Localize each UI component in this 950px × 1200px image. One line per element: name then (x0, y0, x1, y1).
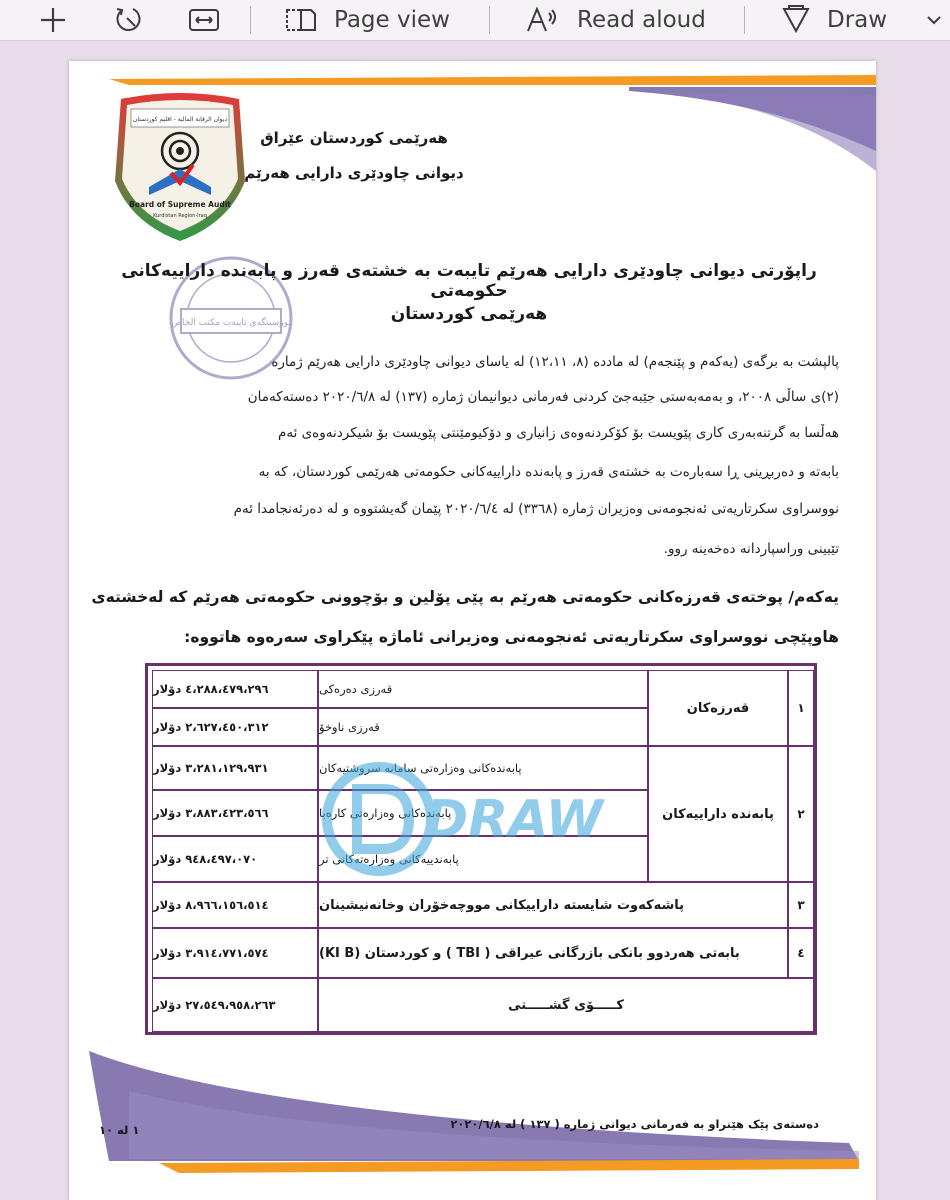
table-cell-description: قەرزی ناوخۆ (318, 708, 648, 746)
toolbar-divider (744, 6, 745, 34)
read-aloud-icon (525, 5, 561, 35)
add-button[interactable] (38, 0, 68, 40)
svg-text:نووسینگەی تایبەت مكتب الخاص: نووسینگەی تایبەت مكتب الخاص (171, 318, 291, 328)
table-total-label: کـــــۆی گشـــــتی (318, 978, 814, 1032)
toolbar-divider (489, 6, 490, 34)
chevron-down-icon (924, 10, 944, 30)
table-cell-description: قەرزی دەرەکی (318, 670, 648, 708)
table-cell-amount: ٤،٢٨٨،٤٧٩،٢٩٦ دۆلار (152, 670, 318, 708)
report-title-line-1: راپۆرتی دیوانی چاودێری دارایی هەرێم تایبەت بە خشتەی قەرز و پابەندە داراییەکانی حکومەتی (121, 261, 817, 301)
page-view-label: Page view (334, 7, 450, 33)
rotate-icon (113, 4, 145, 36)
page-number: ١ لە ١٠ (99, 1123, 140, 1137)
table-cell-category: قەرزەکان (648, 670, 788, 746)
read-aloud-label: Read aloud (577, 7, 706, 33)
table-cell-amount: ٢،٦٢٧،٤٥٠،٣١٢ دۆلار (152, 708, 318, 746)
table-cell-amount: ٣،٢٨١،١٢٩،٩٣١ دۆلار (152, 746, 318, 790)
fit-width-icon (188, 6, 220, 34)
table-cell-category: پابەندە داراییەکان (648, 746, 788, 882)
paragraph-line: (٢)ی ساڵی ٢٠٠٨، و بەمەبەستی جێبەجێ کردنی فەرمانی دیوانیمان ژمارە (١٣٧) لە ٢٠٢٠/٦/٨ دەستەکەمان (247, 389, 839, 405)
paragraph-line: هەڵسا بە گرتنەبەری کاری پێویست بۆ کۆکردنەوەی زانیاری و دۆکیومێنتی پێویست بۆ شیکردنەوەی ئەم (277, 425, 839, 441)
table-total-amount: ٢٧،٥٤٩،٩٥٨،٢٦٣ دۆلار (152, 978, 318, 1032)
reader-toolbar (0, 0, 950, 41)
table-cell-number: ٢ (788, 746, 814, 882)
draw-watermark (317, 761, 653, 877)
document-page (69, 61, 876, 1200)
footer-committee-text: دەستەی پێک هێنراو بە فەرمانی دیوانی ژمارە ( ١٣٧ ) لە ٢٠٢٠/٦/٨ (450, 1117, 819, 1131)
table-cell-amount: ٣،٩١٤،٧٧١،٥٧٤ دۆلار (152, 928, 318, 978)
draw-button[interactable] (781, 0, 887, 40)
read-aloud-button[interactable] (525, 0, 706, 40)
page-view-icon (284, 6, 318, 34)
report-title-line-2: هەرێمی کوردستان (390, 304, 548, 324)
svg-text:ديوان الرقابة المالية - اقليم: ديوان الرقابة المالية - اقليم كوردستان (132, 116, 228, 123)
toolbar-divider (250, 6, 251, 34)
header-office: دیوانی چاودێری دارایی هەرێم (244, 164, 464, 182)
table-cell-description: پاشەکەوت شایستە داراییکانی مووچەخۆران وخانەنیشینان (318, 882, 788, 928)
page-view-button[interactable] (284, 0, 450, 40)
paragraph-line: بابەتە و دەربڕینی ڕا سەبارەت بە خشتەی قەرز و پابەندە داراییەکانی حکومەتی هەرێمی کوردستان، کە بە (258, 464, 839, 480)
svg-text:DRAW: DRAW (425, 790, 603, 850)
paragraph-line: نووسراوی سکرتاریەتی ئەنجومەنی وەزیران ژمارە (٣٣٦٨) لە ٢٠٢٠/٦/٤ پێمان گەیشتووە و لە دەرئەنجامدا ئەم (233, 501, 839, 517)
plus-icon (38, 5, 68, 35)
paragraph-line: پالپشت بە برگەی (یەکەم و پێنجەم) لە ماددە (٨، ١٢،١١) لە یاسای دیوانی چاودێری دارایی هەرێم ژمارە (271, 354, 839, 370)
table-cell-amount: ٣،٨٨٣،٤٢٣،٥٦٦ دۆلار (152, 790, 318, 836)
footer-decoration (69, 1031, 876, 1200)
table-cell-description: پابەندییەکانی وەزارەتەکانی تر (318, 836, 648, 882)
table-cell-description: بابەتی هەردوو بانکی بازرگانی عیراقی ( TBI ) و کوردستان (KI B) (318, 928, 788, 978)
table-cell-description: پابەندەکانی وەزارەتی سامانە سروشتیەکان (318, 746, 648, 790)
svg-text:Kurdistan Region-Iraq: Kurdistan Region-Iraq (153, 213, 207, 219)
paragraph-line: تێبینی وراسپاردانە دەخەینە روو. (663, 541, 839, 557)
draw-pen-icon (781, 4, 811, 36)
section-heading-line-1: یەکەم/ پوختەی قەرزەکانی حکومەتی هەرێم بە پێی پۆلین و بۆچوونی حکومەتی هەرێم کە لەخشتەی (91, 588, 839, 606)
table-cell-number: ٣ (788, 882, 814, 928)
table-cell-description: پابەندەکانی وەزارەتی کارەبا (318, 790, 648, 836)
table-cell-amount: ٨،٩٦٦،١٥٦،٥١٤ دۆلار (152, 882, 318, 928)
header-region: هەرێمی کوردستان عێراق (260, 129, 448, 147)
fit-width-button[interactable] (188, 0, 220, 40)
svg-text:Board of Supreme Audit: Board of Supreme Audit (129, 200, 231, 209)
table-cell-number: ١ (788, 670, 814, 746)
table-cell-number: ٤ (788, 928, 814, 978)
table-cell-amount: ٩٤٨،٤٩٧،٠٧٠ دۆلار (152, 836, 318, 882)
draw-options-dropdown[interactable] (924, 0, 944, 40)
section-heading-line-2: هاوپێچی نووسراوی سکرتاریەتی ئەنجومەنی وەزیرانی ئاماژە پێکراوی سەرەوە هاتووە: (184, 628, 839, 646)
rotate-button[interactable] (113, 0, 145, 40)
draw-label: Draw (827, 7, 888, 33)
